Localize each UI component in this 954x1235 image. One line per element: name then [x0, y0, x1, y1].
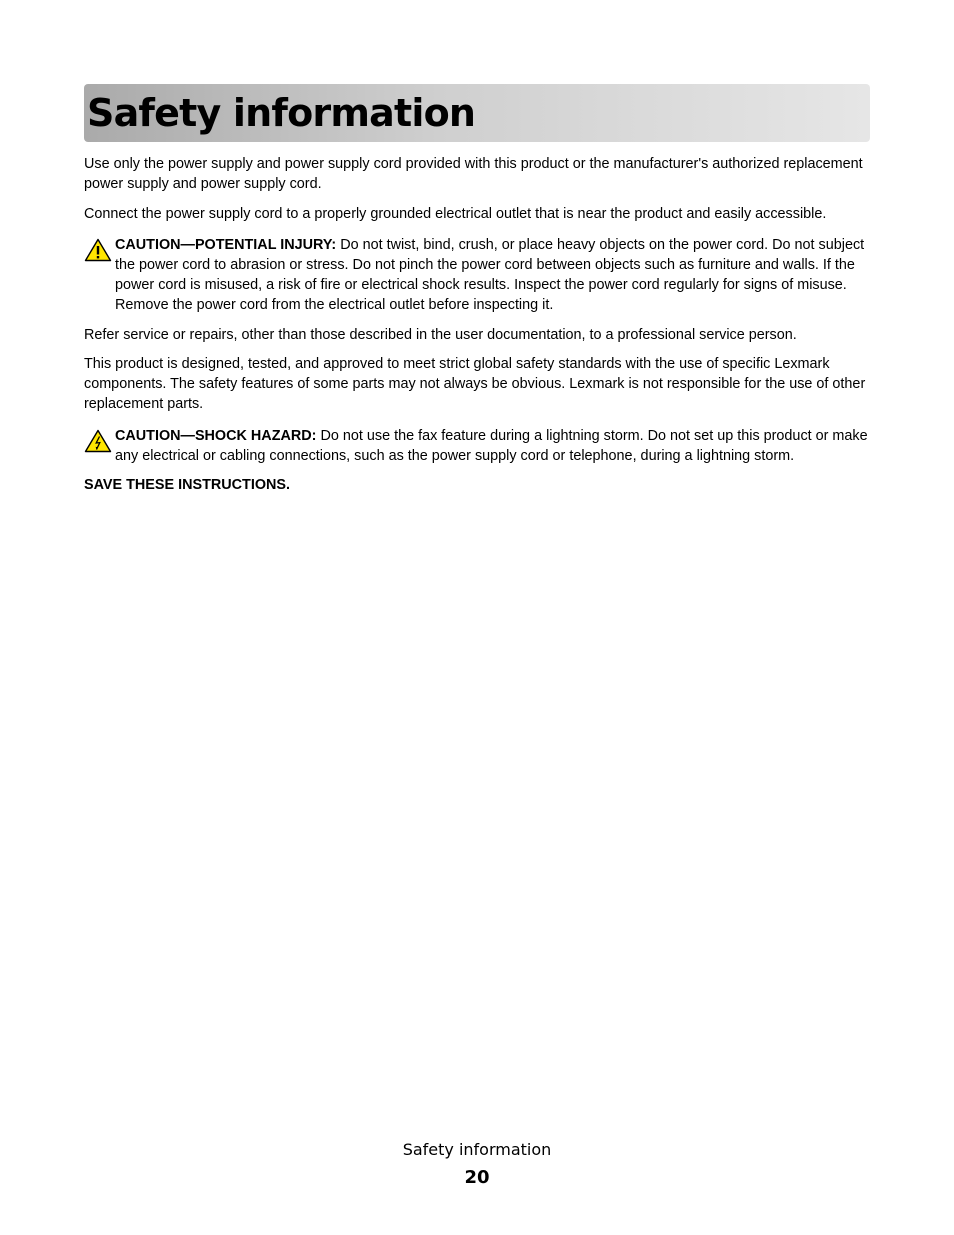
caution-shock-text: Do not use the fax feature during a lightning storm. Do not set up this product or make any electrical or cabling connections, such as the power supply cord or telephone, during a lightning storm.: [115, 427, 868, 464]
caution-potential-injury: [84, 234, 870, 315]
warning-exclamation-icon: [84, 238, 112, 262]
caution-shock-label: CAUTION—SHOCK HAZARD:: [115, 427, 317, 444]
paragraph-service: Refer service or repairs, other than those described in the user documentation, to a professional service person.: [84, 326, 797, 343]
page-number: 20: [464, 1167, 490, 1188]
main-content: [84, 155, 870, 496]
paragraph-grounded-outlet: Connect the power supply cord to a properly grounded electrical outlet that is near the product and easily accessible.: [84, 205, 827, 222]
save-instructions-note: SAVE THESE INSTRUCTIONS.: [84, 477, 291, 494]
caution-injury-label: CAUTION—POTENTIAL INJURY:: [115, 237, 337, 254]
caution-injury-text: Do not twist, bind, crush, or place heavy objects on the power cord. Do not subject the power cord to abrasion or stress. Do not pinch the power cord between objects such as furniture and walls. If the power cord is misused, a risk of fire or electrical shock results. Inspect the power cord regularly for signs of misuse. Remove the power cord from the electrical outlet before inspecting it.: [115, 237, 865, 313]
paragraph-power-supply: Use only the power supply and power supply cord provided with this product or the manufacturer's authorized replacement power supply and power supply cord.: [84, 156, 863, 192]
footer-section-title: Safety information: [402, 1140, 552, 1159]
paragraph-safety-standards: This product is designed, tested, and approved to meet strict global safety standards with the use of specific Lexmark components. The safety features of some parts may not always be obvious. Lexmark is not responsible for the use of other replacement parts.: [84, 356, 866, 412]
title-banner: [84, 84, 870, 142]
page-title: Safety information: [87, 91, 476, 135]
caution-shock-hazard: [84, 425, 870, 467]
warning-lightning-icon: [84, 429, 112, 453]
